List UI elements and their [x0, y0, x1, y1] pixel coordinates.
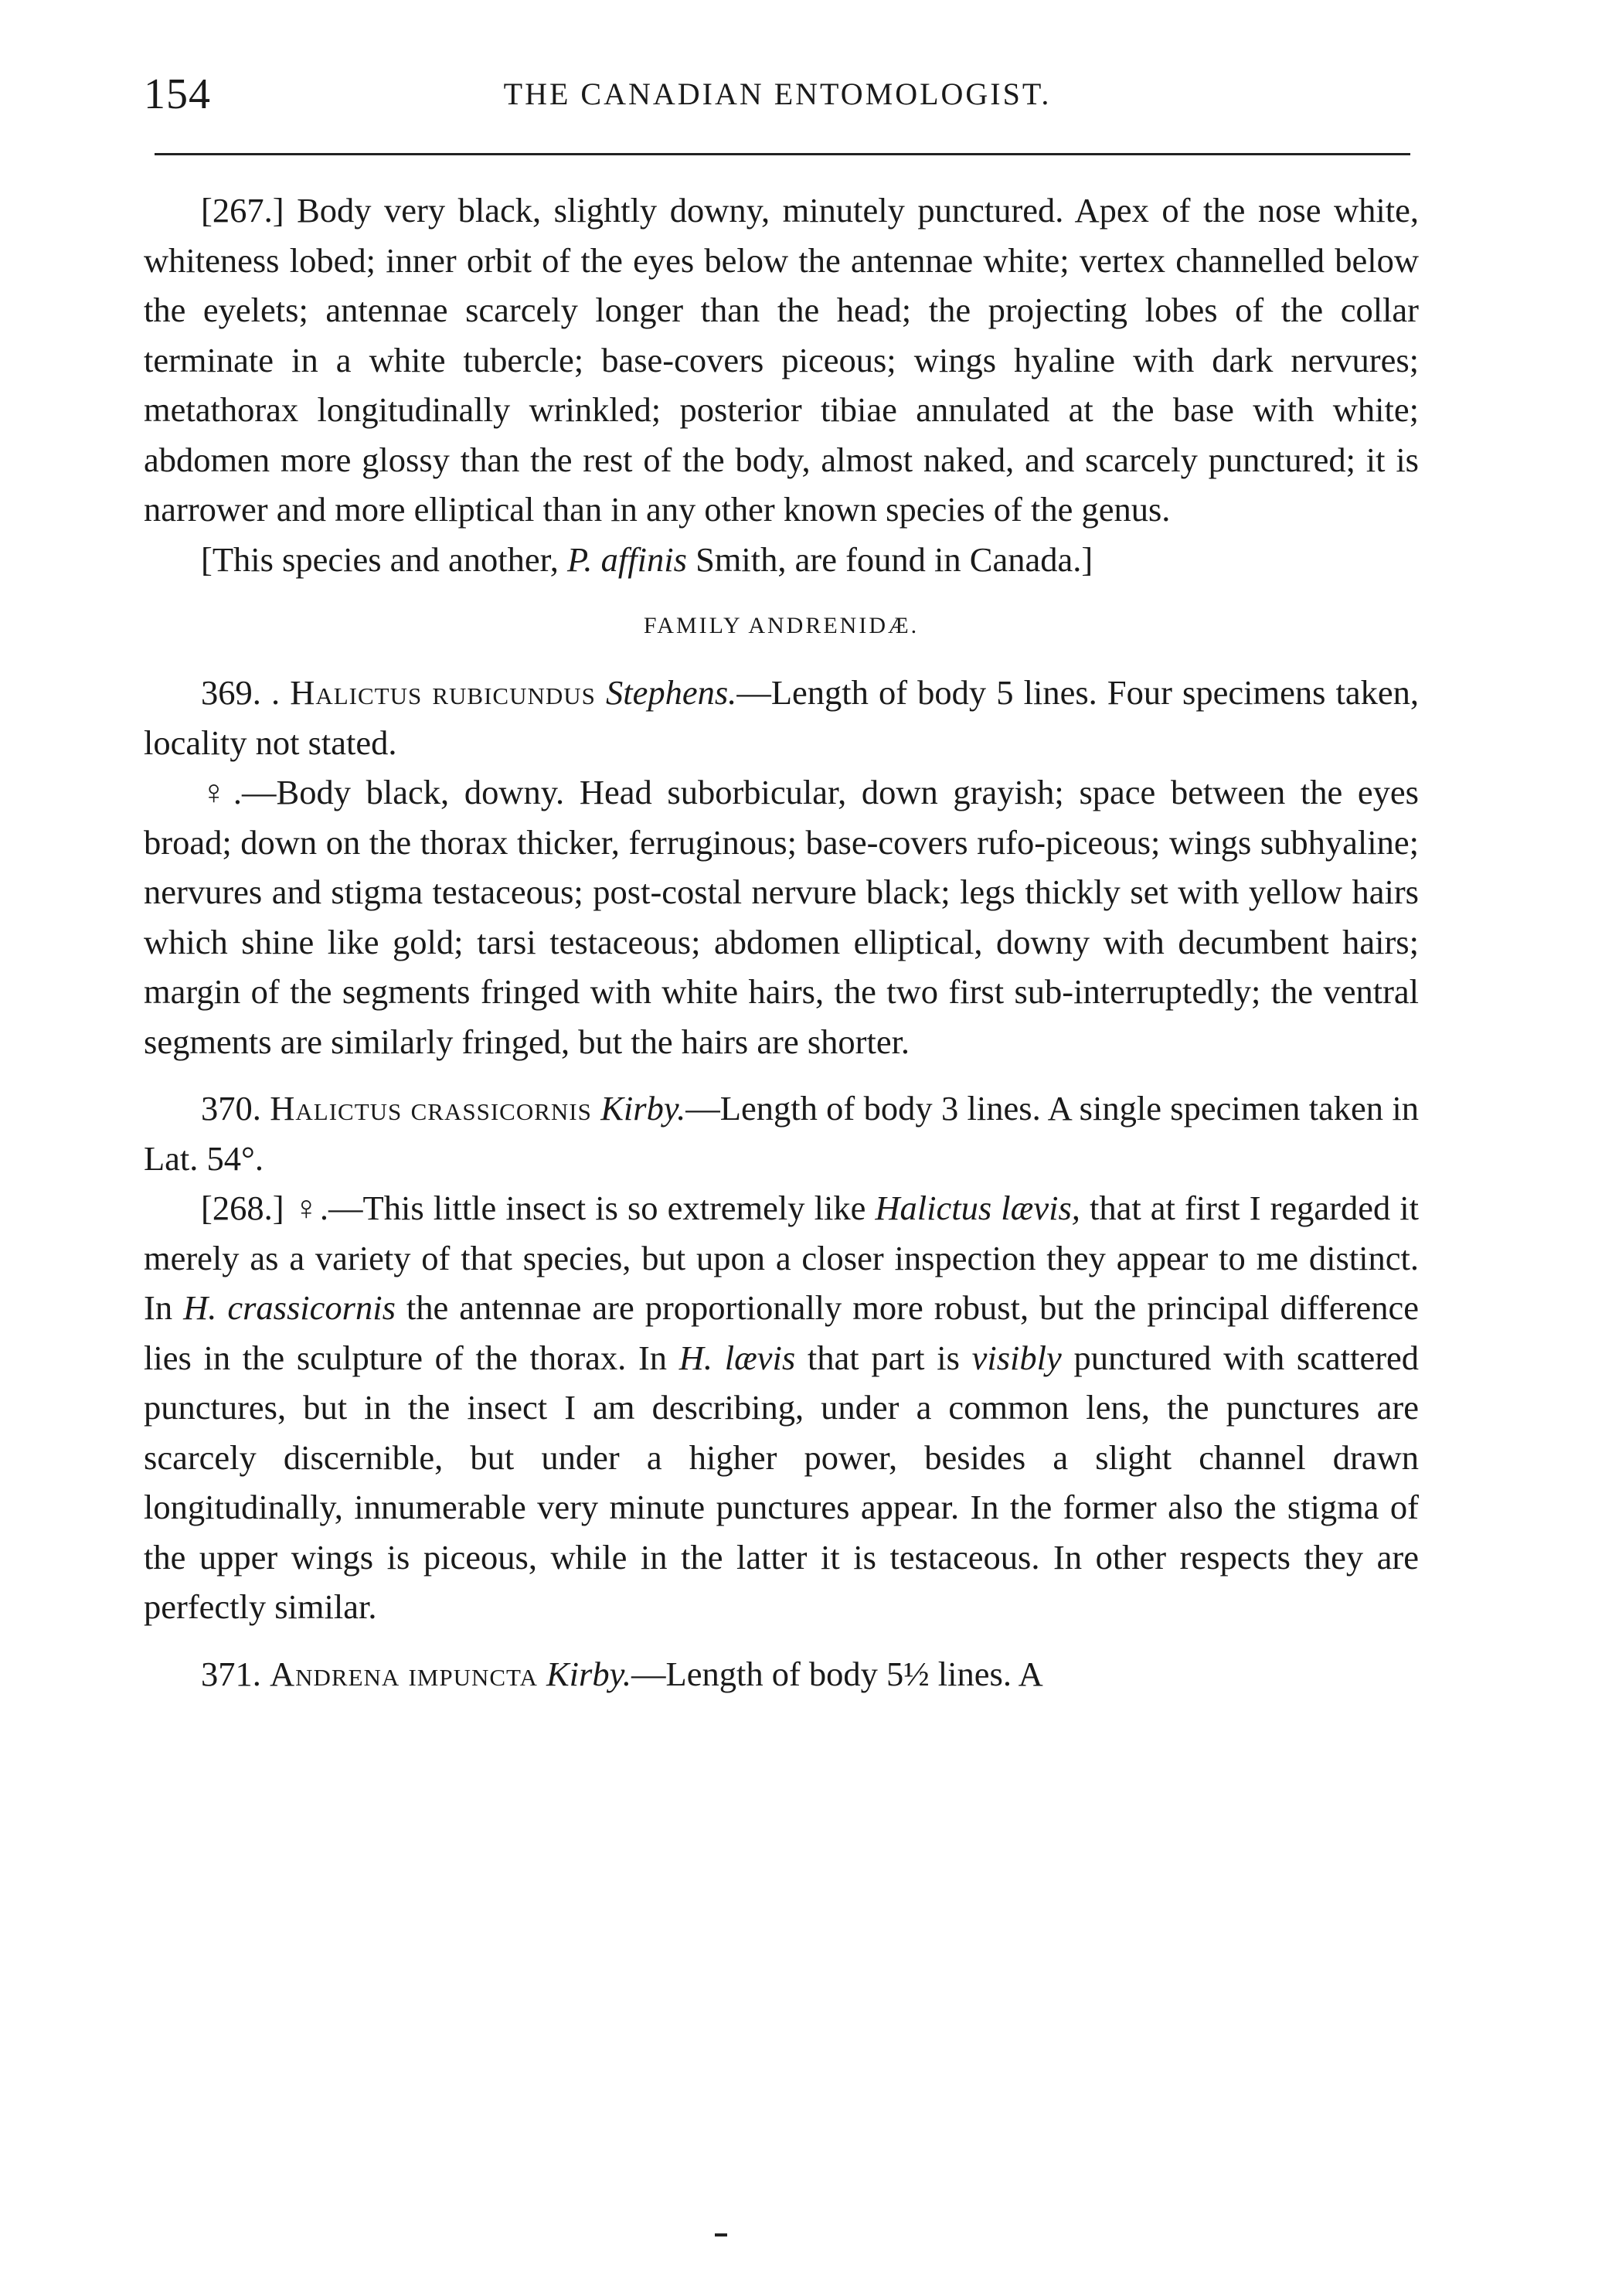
entry-369-number: 369. . — [201, 673, 281, 712]
entry-370-number: 370. — [201, 1089, 261, 1128]
entry-371-number: 371. — [201, 1654, 261, 1693]
entry-370-genus: Halictus — [270, 1089, 403, 1128]
entry-268-species-2: H. crassicornis — [183, 1288, 396, 1327]
entry-370-paragraph — [144, 1083, 1419, 1183]
entry-369-desc: —Body black, downy. Head suborbicular, down grayish; space between the eyes broad; down on the thorax thicker, ferruginous; base-covers rufo-piceous; wings subhyaline; nervures and stigma testaceous; post-costal nervure black; legs thickly set with yellow hairs which shine like gold; tarsi testaceous; abdomen elliptical, downy with decumbent hairs; margin of the segments fringed with white hairs, the two first sub-interruptedly; the ventral segments are similarly fringed, but the hairs are shorter. — [144, 773, 1419, 1061]
entry-268-species-3: H. lævis — [678, 1338, 796, 1377]
page-body — [144, 185, 1419, 1699]
page-header — [144, 63, 1411, 125]
entry-267-paragraph — [144, 185, 1419, 535]
folio-mark — [715, 2233, 727, 2236]
entry-371-genus: Andrena — [270, 1654, 400, 1693]
entry-268-text-1: —This little insect is so extremely like — [328, 1189, 866, 1227]
entry-268-text-3: the antennae are proportionally more robust, but the principal difference lies in the sculpture of the thorax. In — [144, 1288, 1419, 1377]
entry-371-paragraph — [144, 1649, 1419, 1699]
entry-268-emphasis: visibly — [971, 1338, 1062, 1377]
entry-371-rest: —Length of body 5½ lines. A — [631, 1654, 1043, 1693]
note-after: Smith, are found in Canada.] — [695, 539, 1093, 579]
entry-369-paragraph — [144, 668, 1419, 767]
running-title: THE CANADIAN ENTOMOLOGIST. — [503, 77, 1052, 111]
entry-268-species-1: Halictus lævis, — [875, 1189, 1080, 1227]
entry-369-description — [144, 767, 1419, 1066]
entry-268-paragraph — [144, 1183, 1419, 1632]
entry-369-author: Stephens. — [606, 673, 737, 712]
entry-369-species: rubicundus — [432, 673, 596, 712]
entry-267-label: [267.] — [201, 191, 284, 230]
page-number: 154 — [144, 70, 211, 118]
note-before: [This species and another, — [201, 539, 559, 579]
entry-268-sex: ♀. — [293, 1189, 329, 1227]
note-species: P. affinis — [566, 539, 687, 579]
entry-370-species: crassicornis — [410, 1089, 592, 1128]
header-rule — [155, 153, 1410, 155]
entry-369-genus: Halictus — [290, 673, 423, 712]
entry-369-sex: ♀. — [201, 773, 243, 811]
entry-268-text-4: that part is — [807, 1338, 960, 1377]
entry-268-label: [268.] — [201, 1189, 284, 1227]
entry-268-text-5: punctured with scattered punctures, but in the insect I am describing, under a common lens, the punctures are scarcely discernible, but under a higher power, besides a slight channel drawn longitudinally, innumerable very minute punctures appear. In the former also the stigma of the upper wings is piceous, while in the latter it is testaceous. In other respects they are perfectly similar. — [144, 1338, 1420, 1626]
entry-371-author: Kirby. — [546, 1654, 632, 1693]
entry-268-text-2: that at first I regarded it merely as a variety of that species, but upon a closer inspection they appear to me distinct. In — [144, 1189, 1420, 1327]
entry-370-author: Kirby. — [600, 1089, 686, 1128]
note-paragraph — [144, 535, 1419, 585]
entry-267-text: Body very black, slightly downy, minutely punctured. Apex of the nose white, whiteness lobed; inner orbit of the eyes below the antennae white; vertex channelled below the eyelets; antennae scarcely longer than the head; the projecting lobes of the collar terminate in a white tubercle; base-covers piceous; wings hyaline with dark nervures; metathorax longitudinally wrinkled; posterior tibiae annulated at the base with white; abdomen more glossy than the rest of the body, almost naked, and scarcely punctured; it is narrower and more elliptical than in any other known species of the genus. — [144, 191, 1420, 529]
entry-371-species: impuncta — [408, 1654, 538, 1693]
entry-369-rest: —Length of body 5 lines. Four specimens taken, locality not stated. — [144, 673, 1420, 762]
entry-370-rest: —Length of body 3 lines. A single specimen taken in Lat. 54°. — [144, 1089, 1420, 1178]
family-heading: FAMILY ANDRENIDÆ. — [643, 613, 920, 638]
